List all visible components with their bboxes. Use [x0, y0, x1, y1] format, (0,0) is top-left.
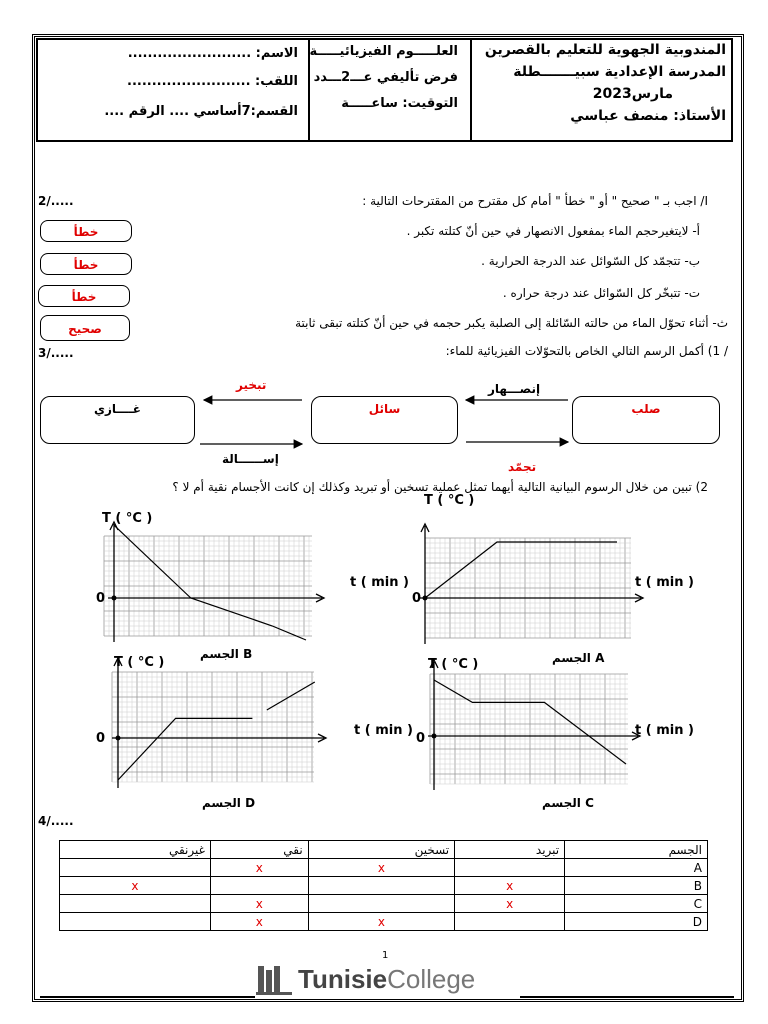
state-solid: صلب [572, 396, 720, 444]
statement-a: أ- لايتغيرحجم الماء بمفعول الانصهار في حين أنّ كتلته تكبر . [406, 224, 700, 238]
graph-grid [112, 672, 314, 782]
student-class-field: القسم:7أساسي .... الرقم .... [104, 104, 298, 119]
part2-score: 3/..... [38, 346, 74, 360]
student-name-field: الاسم: ......................... [127, 46, 298, 61]
header-pure: نقي [210, 841, 308, 859]
y-axis-label: T ( °C ) [102, 511, 153, 526]
table-row: C x x [60, 895, 708, 913]
answer-box-b: خطأ [40, 253, 132, 275]
header-body: الجسم [565, 841, 708, 859]
x-axis-label: t ( min ) [635, 723, 694, 738]
zero-label: 0 [96, 591, 106, 606]
footer-logo [254, 960, 524, 1000]
table-row: B x x [60, 877, 708, 895]
graph-label-d: الجسم D [202, 796, 256, 810]
results-table [59, 840, 708, 931]
student-surname-field: اللقب: ......................... [127, 74, 298, 89]
temperature-curve-part2 [267, 682, 315, 710]
graph-label-c: الجسم C [542, 796, 594, 810]
header-heating: تسخين [308, 841, 454, 859]
answer-box-a: خطأ [40, 220, 132, 242]
part3-score: 4/..... [38, 814, 74, 828]
graph-body-b [92, 500, 422, 670]
page-number: 1 [382, 950, 389, 961]
table-row: A x x [60, 859, 708, 877]
graph-body-a [410, 490, 740, 670]
book-icon [254, 962, 294, 998]
header-directorate: المندوبية الجهوية للتعليم بالقصرين [484, 42, 726, 58]
header-cooling: تبريد [455, 841, 565, 859]
y-axis-label: T ( °C ) [428, 657, 479, 672]
answer-box-c: خطأ [38, 285, 130, 307]
header-subject: العلـــــوم الفيزيائيـــــة [309, 44, 458, 59]
graph-body-c [410, 652, 740, 812]
graph-grid [430, 674, 628, 784]
origin-dot [116, 736, 121, 741]
header-teacher: الأستاذ: منصف عباسي [570, 108, 726, 124]
header-impure: غيرنقي [60, 841, 211, 859]
label-condensation: إســــــالة [222, 452, 279, 466]
graph-grid [104, 536, 312, 636]
zero-label: 0 [416, 731, 426, 746]
statement-b: ب- تتجمّد كل السّوائل عند الدرجة الحرارية . [481, 254, 700, 268]
brand-bold: Tunisie [298, 964, 388, 994]
graph-label-b: الجسم B [200, 647, 253, 661]
label-freezing: تجمّد [508, 460, 537, 474]
temperature-curve [114, 525, 306, 640]
part1-instruction: I/ اجب بـ " صحيح " أو " خطأ " أمام كل مقترح من المقترحات التالية : [362, 194, 708, 208]
table-row: D x x [60, 913, 708, 931]
state-liquid: سائل [311, 396, 458, 444]
part1-score: 2/..... [38, 194, 74, 208]
label-melting: إنصـــهار [488, 382, 541, 396]
answer-box-d: صحيح [40, 315, 130, 341]
zero-label: 0 [412, 591, 422, 606]
x-axis-label: t ( min ) [354, 723, 413, 738]
footer-rule-left [40, 996, 255, 998]
statement-c: ت- تتبخّر كل السّوائل عند درجة حراره . [502, 286, 700, 300]
zero-label: 0 [96, 731, 106, 746]
y-axis-label: T ( °C ) [114, 655, 165, 670]
graph-body-d [92, 650, 422, 810]
y-axis-label: T ( °C ) [424, 493, 475, 508]
header-exam-type: فرض تأليفي عـــ2ـــدد [313, 70, 458, 85]
temperature-curve [425, 542, 617, 598]
part2-question1: / 1) أكمل الرسم التالي الخاص بالتحوّلات الفيزيائية للماء: [445, 344, 728, 358]
header-school: المدرسة الإعدادية سبيـــــــطلة [513, 64, 726, 80]
table-header-row [60, 841, 708, 859]
footer-rule-right [520, 996, 734, 998]
graph-grid [425, 538, 631, 638]
state-gas: غــــازي [40, 396, 195, 444]
origin-dot [432, 734, 437, 739]
x-axis-label: t ( min ) [350, 575, 409, 590]
origin-dot [112, 596, 117, 601]
label-vaporization: تبخير [236, 378, 267, 392]
part2-question2: 2) تبين من خلال الرسوم البيانية التالية أيهما تمثل عملية تسخين أو تبريد وكذلك إن كانت الأجسام نقية أم لا ؟ [172, 480, 708, 494]
header-duration: التوقيت: ساعـــــة [341, 96, 458, 111]
graph-label-a: الجسم A [552, 651, 605, 665]
brand-light: College [387, 964, 476, 994]
x-axis-label: t ( min ) [635, 575, 694, 590]
header-date: مارس2023 [592, 86, 673, 102]
statement-d: ث- أثناء تحوّل الماء من حالته السّائلة إلى الصلبة يكبر حجمه في حين أنّ كتلته تبقى ثابتة [295, 316, 728, 330]
